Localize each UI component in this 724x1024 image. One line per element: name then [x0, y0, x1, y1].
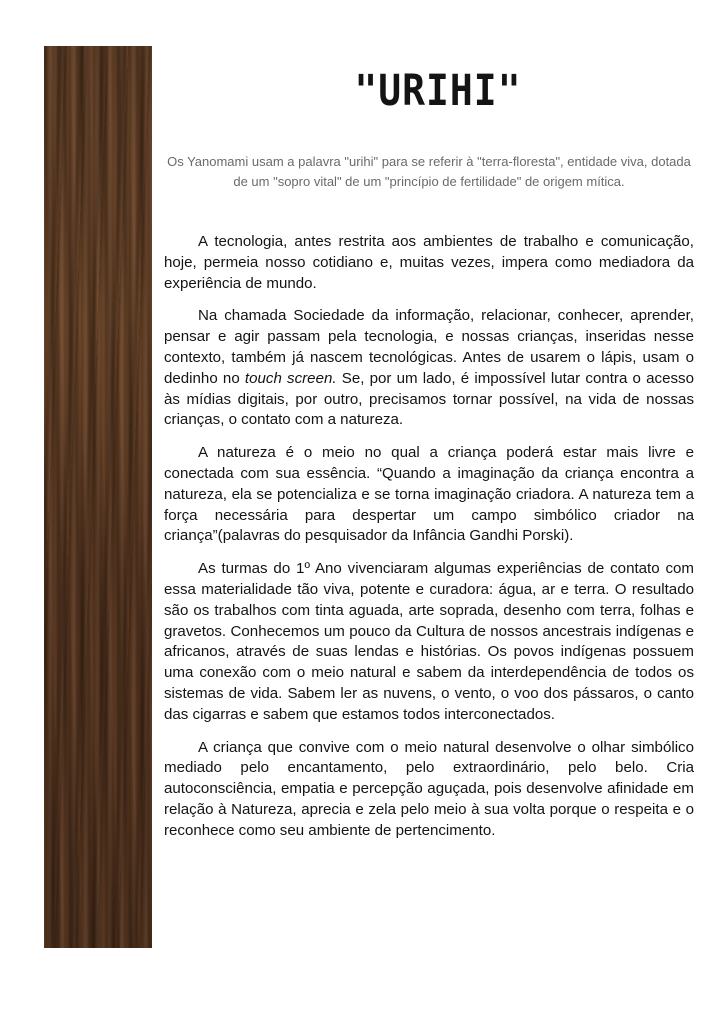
- paragraph-3: A natureza é o meio no qual a criança poderá estar mais livre e conectada com sua essência. “Quando a imaginação da criança encontra a natureza, ela se potencializa e se torna imaginação criadora. A natureza tem a força necessária para despertar um campo simbólico criador na criança”(palavras do pesquisador da Infância Gandhi Porski).: [164, 444, 694, 545]
- paragraph-1: A tecnologia, antes restrita aos ambientes de trabalho e comunicação, hoje, permeia nosso cotidiano e, muitas vezes, impera como mediadora da experiência de mundo.: [164, 233, 694, 292]
- paragraph-2-text-b: Se, por um lado, é impossível lutar contra o acesso às mídias digitais, por outro, precisamos tornar possível, na vida de nossas crianças, o contato com a natureza.: [164, 369, 694, 429]
- wood-texture-strip: [44, 46, 152, 948]
- paragraph-4: As turmas do 1º Ano vivenciaram algumas experiências de contato com essa materialidade tão viva, potente e curadora: água, ar e terra. O resultado são os trabalhos com tinta aguada, arte soprada, desenho com terra, folhas e gravetos. Conhecemos um pouco da Cultura de nossos ancestrais indígenas e africanos, através de suas lendas e histórias. Os povos indígenas possuem uma conexão com o meio natural e sabem da interdependência de todos os sistemas de vida. Sabem ler as nuvens, o vento, o voo dos pássaros, o canto das cigarras e sabem que estamos todos interconectados.: [164, 560, 694, 723]
- paragraph-2-text-a: Na chamada Sociedade da informação, relacionar, conhecer, aprender, pensar e agir passam pela tecnologia, e nossas crianças, inseridas nesse contexto, também já nascem tecnológicas. Antes de usarem o lápis, usam o dedinho no: [164, 307, 694, 387]
- paragraph-5: A criança que convive com o meio natural desenvolve o olhar simbólico mediado pelo encantamento, pelo extraordinário, pelo belo. Cria autoconsciência, empatia e percepção aguçada, pois desenvolve afinidade em relação à Natureza, aprecia e zela pelo meio à sua volta porque o respeita e o reconhece como seu ambiente de pertencimento.: [164, 738, 694, 839]
- subtitle-caption: Os Yanomami usam a palavra "urihi" para se referir à "terra-floresta", entidade viva, dotada de um "sopro vital" de um "princípio de fertilidade" de origem mítica.: [167, 154, 691, 189]
- page-title: "URIHI": [354, 66, 522, 116]
- paragraph-2: [164, 306, 694, 431]
- paragraph-2-emphasis: touch screen.: [244, 369, 337, 387]
- article-body: [164, 232, 694, 854]
